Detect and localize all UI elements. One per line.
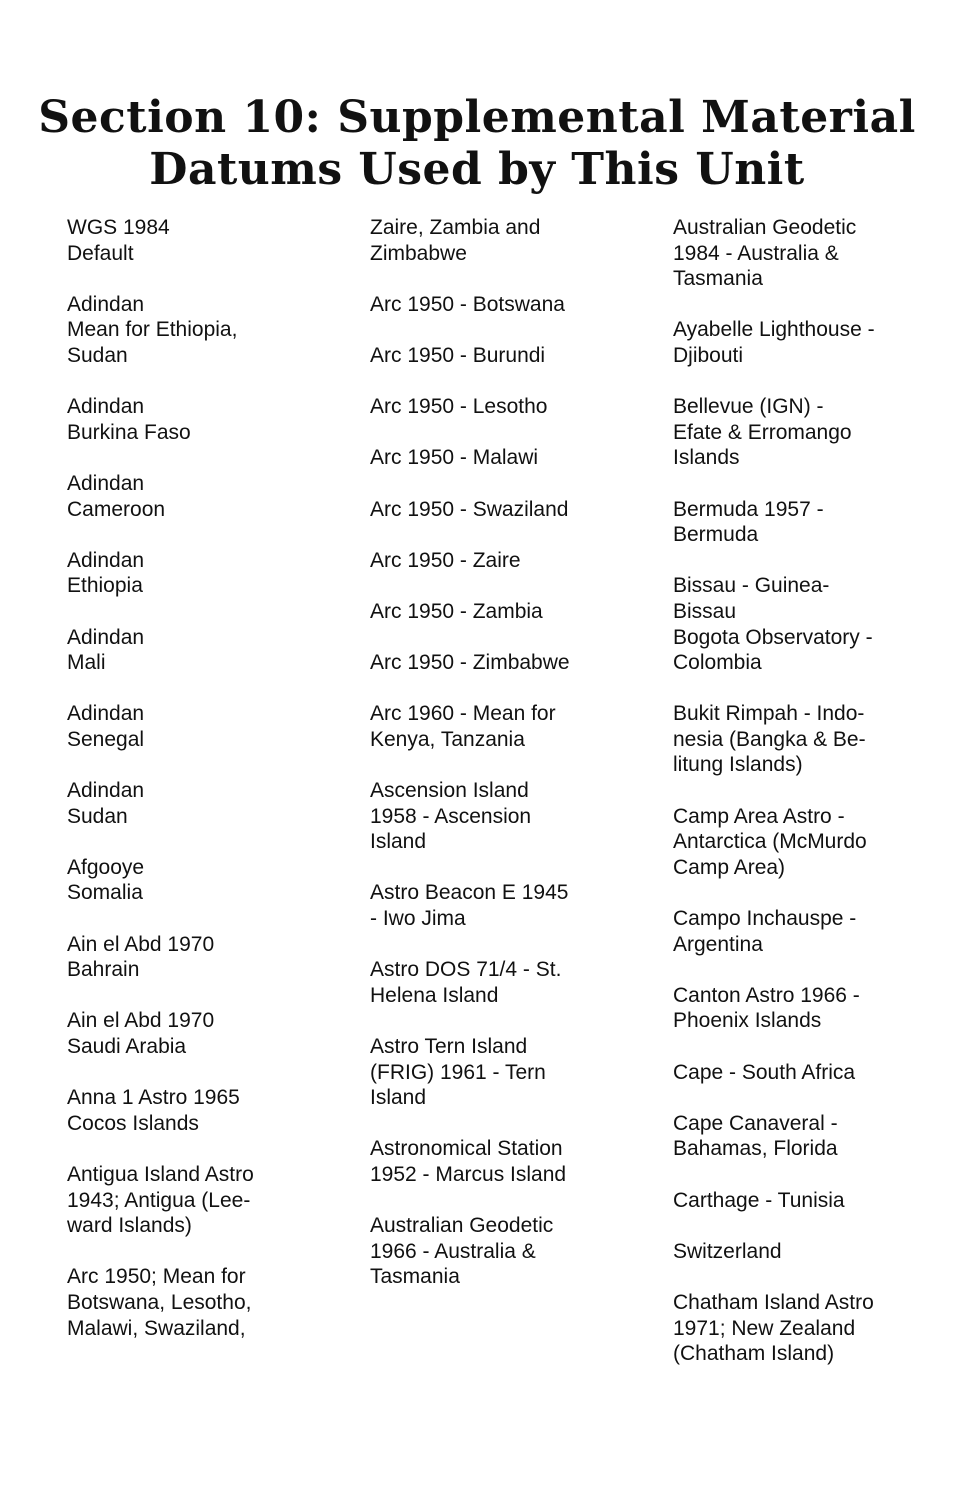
datum-entry: Astronomical Station 1952 - Marcus Island [370,1137,567,1186]
datum-entry: Zaire, Zambia and Zimbabwe [370,216,541,265]
datum-entry: Anna 1 Astro 1965 Cocos Islands [67,1086,240,1135]
datum-entry: Bukit Rimpah - Indo- nesia (Bangka & Be- litung Islands) [673,702,866,777]
datum-entry: Astro Beacon E 1945 - Iwo Jima [370,881,569,931]
datum-entry: Canton Astro 1966 - Phoenix Islands [673,983,860,1033]
datum-entry: Adindan Cameroon [67,471,166,521]
datum-column-3 [673,215,933,1392]
datum-entry: Chatham Island Astro 1971; New Zealand (Chatham Island) [673,1290,874,1366]
title-line-datums: Datums Used by This Unit [149,144,805,195]
datum-entry: Carthage - Tunisia [673,1188,845,1212]
datum-entry: Australian Geodetic 1984 - Australia & Tasmania [673,216,857,291]
datum-entry: Astro Tern Island (FRIG) 1961 - Tern Island [370,1035,546,1110]
datum-entry: Cape - South Africa [673,1060,856,1084]
datum-entry: Ascension Island 1958 - Ascension Island [370,779,532,854]
datum-entry: Adindan Mean for Ethiopia, Sudan [67,292,238,367]
page-title [0,92,954,196]
datum-entry: Astro DOS 71/4 - St. Helena Island [370,958,562,1007]
datum-entry: Arc 1960 - Mean for Kenya, Tanzania [370,702,556,751]
datum-entry: Arc 1950 - Zaire [370,548,521,572]
datum-entry: Cape Canaveral - Bahamas, Florida [673,1111,838,1161]
datum-entry: Bermuda 1957 - Bermuda [673,497,824,547]
datum-entry: Bogota Observatory - Colombia [673,625,873,675]
datum-entry: Adindan Sudan [67,779,145,828]
datum-column-1 [67,215,327,1367]
datum-entry: Australian Geodetic 1966 - Australia & Tasmania [370,1214,554,1289]
datum-entry: Adindan Senegal [67,702,145,751]
datum-entry: Arc 1950; Mean for Botswana, Lesotho, Malawi, Swaziland, [67,1265,252,1340]
datum-entry: Adindan Mali [67,625,145,675]
datum-column-2 [370,215,630,1316]
datum-entry: Switzerland [673,1239,782,1263]
datum-entry: Arc 1950 - Swaziland [370,497,569,521]
datum-entry: Arc 1950 - Zimbabwe [370,651,570,675]
datum-entry: Campo Inchauspe - Argentina [673,907,857,956]
datum-entry: Afgooye Somalia [67,855,145,905]
datum-entry: Ain el Abd 1970 Saudi Arabia [67,1009,215,1058]
datum-entry: Antigua Island Astro 1943; Antigua (Lee- ward Islands) [67,1162,254,1238]
datum-entry: Arc 1950 - Zambia [370,599,543,623]
datum-entry: Camp Area Astro - Antarctica (McMurdo Camp Area) [673,804,867,879]
datum-entry: Arc 1950 - Lesotho [370,395,548,419]
datum-entry: Adindan Ethiopia [67,548,145,598]
datum-entry: WGS 1984 Default [67,216,170,265]
datum-entry: Adindan Burkina Faso [67,395,191,444]
datum-entry: Ain el Abd 1970 Bahrain [67,932,215,982]
datum-entry: Ayabelle Lighthouse - Djibouti [673,318,875,367]
datum-entry: Arc 1950 - Burundi [370,343,546,367]
title-line-section: Section 10: Supplemental Material [38,92,916,143]
datum-entry: Bissau - Guinea- Bissau [673,574,830,623]
datum-entry: Bellevue (IGN) - Efate & Erromango Islands [673,395,852,470]
datum-entry: Arc 1950 - Malawi [370,446,539,470]
datum-entry: Arc 1950 - Botswana [370,292,565,316]
